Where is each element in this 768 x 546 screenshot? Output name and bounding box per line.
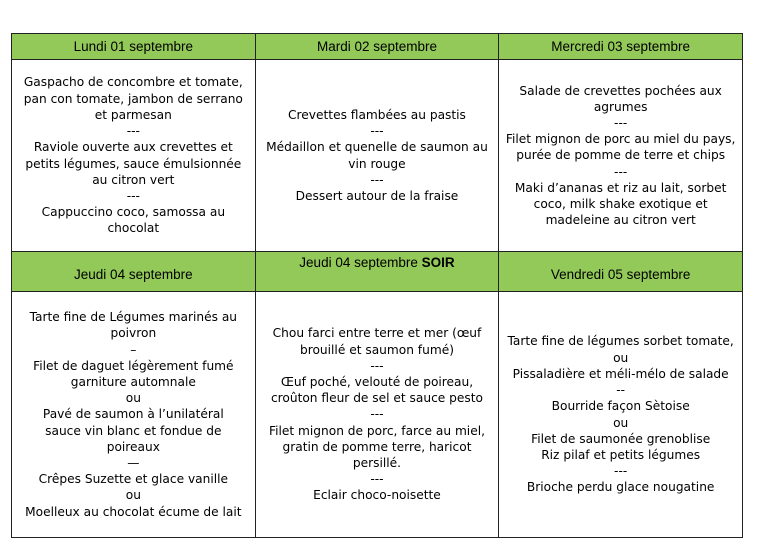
day-header-mardi: Mardi 02 septembre <box>255 34 499 60</box>
menu-line: --- <box>126 188 140 203</box>
header-row-2 <box>12 252 743 292</box>
menu-line: Riz pilaf et petits légumes <box>541 447 701 462</box>
menu-line: chocolat <box>107 221 160 236</box>
menu-line: sauce vin blanc et fondue de <box>45 423 222 438</box>
menu-line: Tarte fine de légumes sorbet tomate, <box>507 334 734 349</box>
menu-line: Raviole ouverte aux crevettes et <box>33 140 233 155</box>
menu-line: Cappuccino coco, samossa au <box>41 205 226 220</box>
menu-line: --- <box>370 358 384 373</box>
menu-cell-mercredi <box>499 60 743 252</box>
menu-line: ou <box>125 488 141 503</box>
menu-line: Maki d’ananas et riz au lait, sorbet <box>514 180 727 195</box>
menu-line: – <box>130 342 137 357</box>
menu-cell-mardi <box>255 60 499 252</box>
menu-line: Crevettes flambées au pastis <box>288 107 466 122</box>
day-header-jeudi-soir <box>255 252 499 292</box>
menu-line: Salade de crevettes pochées aux <box>519 83 722 98</box>
menu-line: pan con tomate, jambon de serrano <box>23 91 243 106</box>
weekly-menu-table <box>11 33 743 538</box>
menu-row-2 <box>12 292 743 538</box>
menu-line: Filet de daguet légèrement fumé <box>33 358 234 373</box>
menu-line: Moelleux au chocolat écume de lait <box>25 504 242 519</box>
day-header-vendredi: Vendredi 05 septembre <box>499 252 743 292</box>
menu-line: Crêpes Suzette et glace vanille <box>38 472 229 487</box>
menu-line: purée de pomme de terre et chips <box>516 148 726 163</box>
menu-row-1 <box>12 60 743 252</box>
menu-cell-jeudi <box>12 292 256 538</box>
menu-line: --- <box>614 164 628 179</box>
menu-line: Médaillon et quenelle de saumon au <box>266 140 488 155</box>
header-row-1 <box>12 34 743 60</box>
menu-line: madeleine au citron vert <box>545 213 696 228</box>
menu-line: Dessert autour de la fraise <box>295 188 459 203</box>
menu-line: au citron vert <box>92 172 175 187</box>
menu-line: croûton fleur de sel et sauce pesto <box>270 391 483 406</box>
menu-line: gratin de pomme terre, haricot <box>282 439 472 454</box>
menu-line: Bourride façon Sètoise <box>551 399 690 414</box>
menu-cell-lundi <box>12 60 256 252</box>
menu-line: garniture automnale <box>70 374 196 389</box>
menu-cell-vendredi <box>499 292 743 538</box>
menu-line: — <box>127 456 140 470</box>
menu-line: persillé. <box>352 456 402 470</box>
menu-line: Filet de saumonée grenoblise <box>531 431 711 446</box>
menu-line: Œuf poché, velouté de poireau, <box>280 374 474 389</box>
menu-line: petits légumes, sauce émulsionnée <box>25 156 242 171</box>
menu-line: Pissaladière et méli-mélo de salade <box>512 366 729 381</box>
menu-line: poivron <box>110 326 157 341</box>
menu-line: agrumes <box>593 99 648 114</box>
menu-line: Brioche perdu glace nougatine <box>526 480 715 495</box>
menu-line: Eclair choco-noisette <box>313 488 441 503</box>
menu-line: --- <box>370 124 384 139</box>
menu-line: poireaux <box>106 439 160 454</box>
menu-cell-jeudi-soir <box>255 292 499 538</box>
day-header-lundi: Lundi 01 septembre <box>12 34 256 60</box>
menu-line: --- <box>126 124 140 139</box>
day-header-mercredi: Mercredi 03 septembre <box>499 34 743 60</box>
menu-line: --- <box>370 407 384 422</box>
menu-line: --- <box>614 115 628 130</box>
menu-line: Filet mignon de porc au miel du pays, <box>505 132 736 147</box>
menu-line: et parmesan <box>94 107 172 122</box>
menu-line: Tarte fine de Légumes marinés au <box>29 310 238 325</box>
menu-line: -- <box>616 383 626 398</box>
menu-line: Pavé de saumon à l’unilatéral <box>42 407 224 422</box>
day-header-jeudi: Jeudi 04 septembre <box>12 252 256 292</box>
menu-line: ou <box>613 415 629 430</box>
menu-line: Chou farci entre terre et mer (œuf <box>272 326 482 341</box>
menu-line: Gaspacho de concombre et tomate, <box>23 75 243 90</box>
menu-line: brouillé et saumon fumé) <box>300 342 454 357</box>
menu-line: coco, milk shake exotique et <box>533 197 708 211</box>
menu-line: --- <box>614 464 628 479</box>
menu-line: Filet mignon de porc, farce au miel, <box>268 423 485 438</box>
menu-line: ou <box>125 391 141 406</box>
menu-line: --- <box>370 172 384 187</box>
soir-label: SOIR <box>421 255 455 270</box>
menu-line: --- <box>370 472 384 487</box>
menu-line: vin rouge <box>348 156 406 171</box>
menu-line: ou <box>613 350 629 365</box>
day-header-jeudi-soir-title: Jeudi 04 septembre <box>299 255 418 270</box>
